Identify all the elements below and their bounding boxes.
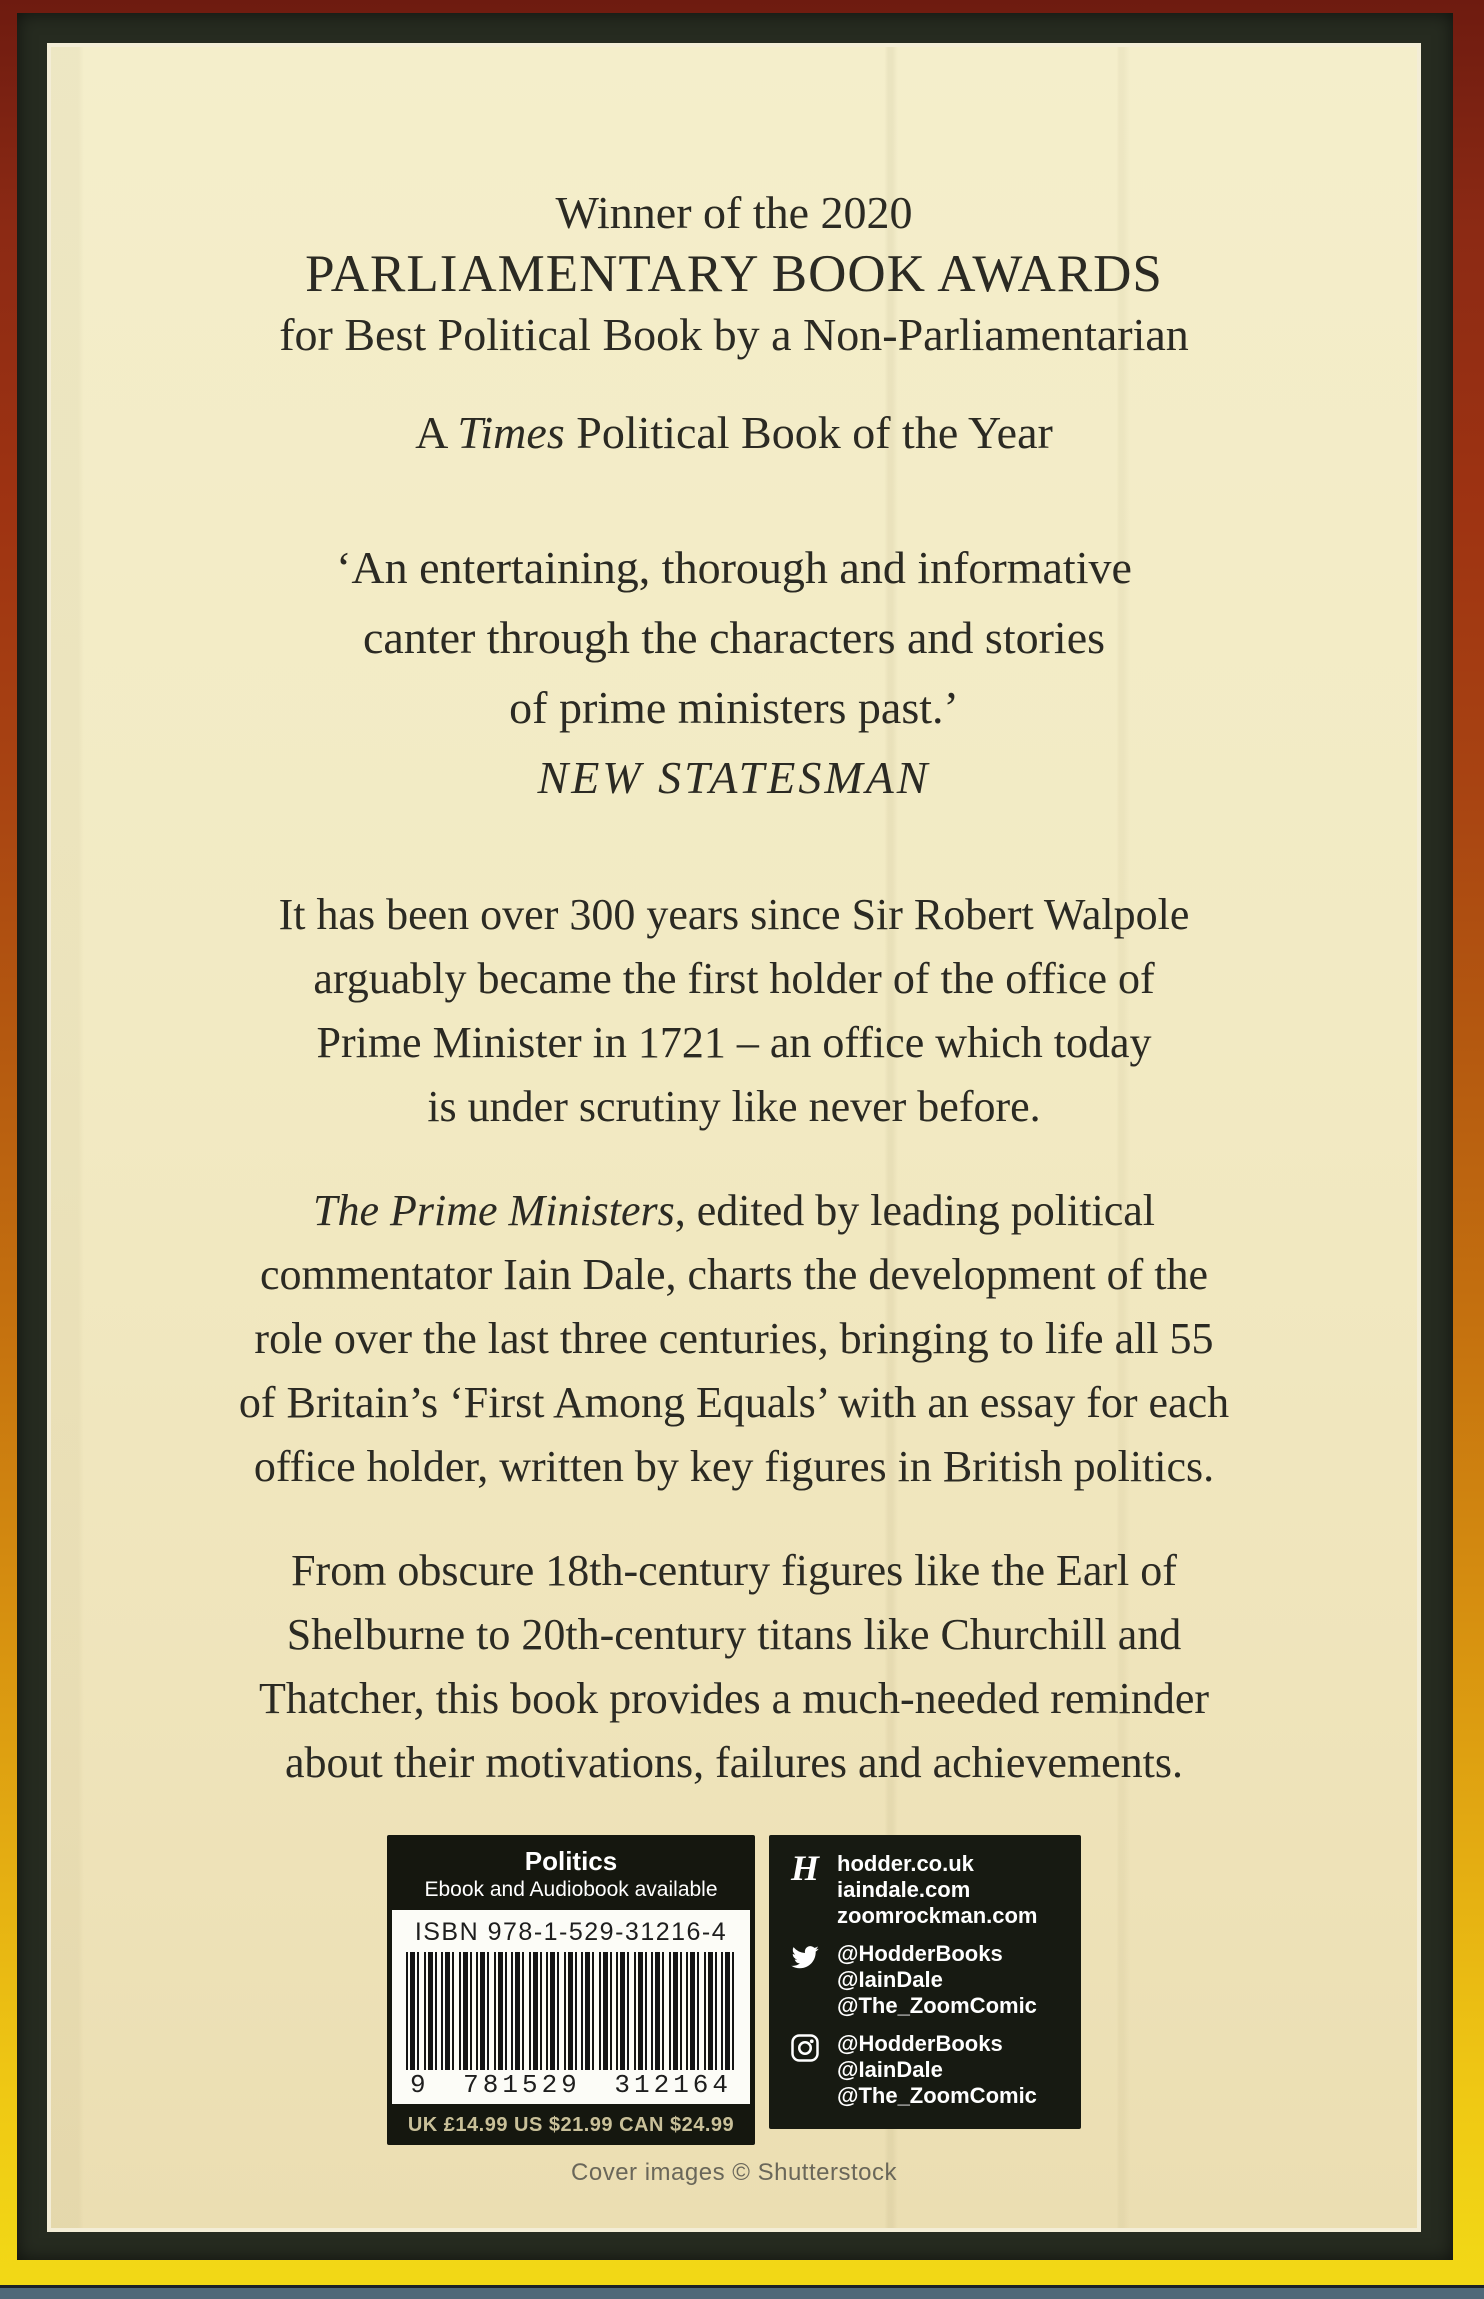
review-source: NEW STATESMAN [537, 752, 931, 803]
list-item: hodder.co.uk [837, 1851, 974, 1876]
price-strip: UK £14.99 US $21.99 CAN $24.99 [407, 2114, 735, 2136]
review-quote-block [115, 533, 1353, 813]
barcode-digits: 9 781529 312164 [409, 2070, 733, 2100]
twitter-handle-list [837, 1941, 1037, 2019]
list-item: @HodderBooks [837, 2031, 1003, 2056]
text-line: Thatcher, this book provides a much-needed reminder [258, 1674, 1210, 1723]
hodder-logo-icon [785, 1848, 825, 1929]
list-item: @HodderBooks [837, 1941, 1003, 1966]
awards-title-line: PARLIAMENTARY BOOK AWARDS [305, 245, 1163, 303]
list-item: @IainDale [837, 2057, 943, 2082]
awards-winner-line: Winner of the 2020 [555, 187, 913, 238]
awards-subtitle-line: for Best Political Book by a Non-Parliamentarian [279, 309, 1189, 360]
bottom-edge-strip [0, 2285, 1484, 2299]
list-item: zoomrockman.com [837, 1903, 1038, 1928]
list-item: @IainDale [837, 1967, 943, 1992]
list-item: canter through the characters and stories [362, 612, 1106, 663]
category-label: Politics [524, 1846, 618, 1876]
text-line: The Prime Ministers, edited by leading political [313, 1186, 1155, 1235]
list-item: of prime ministers past.’ [509, 682, 959, 733]
list-item: ‘An entertaining, thorough and informative [336, 542, 1132, 593]
twitter-row [785, 1941, 1065, 2019]
times-accolade [115, 403, 1353, 463]
list-item: @The_ZoomComic [837, 2083, 1037, 2108]
text-line: office holder, written by key figures in British politics. [253, 1442, 1215, 1491]
text-line: arguably became the first holder of the office of [313, 954, 1155, 1003]
cover-content [51, 47, 1417, 2187]
barcode-header [392, 1840, 750, 1910]
list-item: @The_ZoomComic [837, 1993, 1037, 2018]
text-line: about their motivations, failures and achievements. [284, 1738, 1184, 1787]
barcode-bars [406, 1952, 736, 2070]
isbn-text: ISBN 978-1-529-31216-4 [414, 1918, 728, 1946]
instagram-icon [785, 2031, 825, 2109]
text-line: A Times Political Book of the Year [415, 407, 1053, 458]
bottom-panels [115, 1835, 1353, 2145]
publisher-panel [769, 1835, 1081, 2129]
review-quote-lines [115, 533, 1353, 743]
barcode-white-panel [392, 1910, 750, 2104]
awards-block [115, 183, 1353, 365]
hodder-logo-letter: H [790, 1848, 819, 1888]
text-line: Prime Minister in 1721 – an office which today [316, 1018, 1152, 1067]
text-line: From obscure 18th-century figures like the Earl of [291, 1546, 1177, 1595]
text-line: Shelburne to 20th-century titans like Churchill and [286, 1610, 1182, 1659]
instagram-row [785, 2031, 1065, 2109]
text-line: It has been over 300 years since Sir Robert Walpole [278, 890, 1190, 939]
black-frame [17, 13, 1453, 2260]
body-paragraph-3 [115, 1539, 1353, 1795]
paper [47, 43, 1421, 2232]
list-item: iaindale.com [837, 1877, 971, 1902]
twitter-icon [785, 1941, 825, 2019]
instagram-handle-list [837, 2031, 1037, 2109]
text-line: of Britain’s ‘First Among Equals’ with an essay for each [238, 1378, 1230, 1427]
website-list [837, 1851, 1038, 1929]
barcode-panel [387, 1835, 755, 2145]
availability-label: Ebook and Audiobook available [424, 1878, 718, 1901]
cover-credit: Cover images © Shutterstock [571, 2159, 897, 2186]
blurb [115, 883, 1353, 1795]
body-paragraph-1 [115, 883, 1353, 1139]
websites-row [785, 1848, 1065, 1929]
text-line: role over the last three centuries, bringing to life all 55 [254, 1314, 1214, 1363]
body-paragraph-2 [115, 1179, 1353, 1499]
text-line: commentator Iain Dale, charts the development of the [259, 1250, 1209, 1299]
text-line: is under scrutiny like never before. [427, 1082, 1041, 1131]
